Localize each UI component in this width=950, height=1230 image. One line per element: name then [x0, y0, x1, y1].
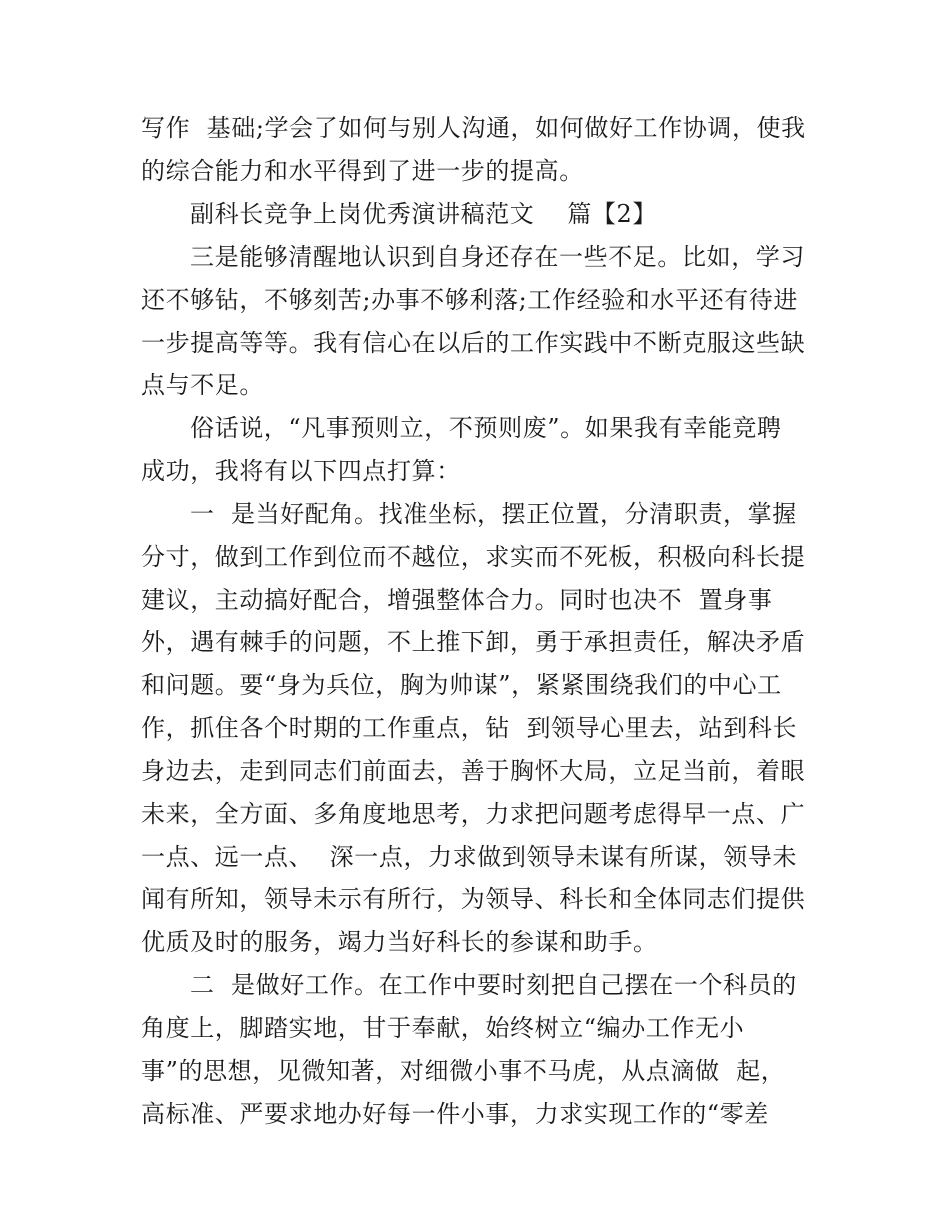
text-line: 身边去，走到同志们前面去，善于胸怀大局，立足当前，着眼	[141, 757, 806, 785]
paragraph-start: 三是能够清醒地认识到自身还存在一些不足。比如，学习	[190, 243, 805, 271]
text-line: 还不够钻，不够刻苦;办事不够利落;工作经验和水平还有待进	[141, 286, 798, 314]
text-line: 和问题。要“身为兵位，胸为帅谋”，紧紧围绕我们的中心工	[141, 671, 782, 699]
paragraph-start: 二 是做好工作。在工作中要时刻把自己摆在一个科员的	[190, 971, 797, 999]
text-line: 事”的思想，见微知著，对细微小事不马虎，从点滴做 起，	[141, 1057, 786, 1085]
text-line: 一点、远一点、 深一点，力求做到领导未谋有所谋，领导未	[141, 843, 798, 871]
text-line: 一步提高等等。我有信心在以后的工作实践中不断克服这些缺	[141, 329, 806, 357]
text-line: 闻有所知，领导未示有所行，为领导、科长和全体同志们提供	[141, 885, 806, 913]
paragraph-start: 一 是当好配角。找准坐标，摆正位置，分清职责，掌握	[190, 500, 797, 528]
text-line: 的综合能力和水平得到了进一步的提高。	[141, 157, 584, 185]
section-heading: 副科长竞争上岗优秀演讲稿范文 篇【2】	[190, 200, 657, 228]
text-line: 高标准、严要求地办好每一件小事，力求实现工作的“零差	[141, 1100, 769, 1128]
text-line: 作，抓住各个时期的工作重点，钻 到领导心里去，站到科长	[141, 714, 798, 742]
text-line: 未来，全方面、多角度地思考，力求把问题考虑得早一点、广	[141, 800, 806, 828]
text-line: 点与不足。	[141, 371, 264, 399]
text-line: 成功，我将有以下四点打算：	[141, 457, 461, 485]
text-line: 外，遇有棘手的问题，不上推下卸，勇于承担责任，解决矛盾	[141, 628, 806, 656]
text-line: 写作 基础;学会了如何与别人沟通，如何做好工作协调，使我	[141, 114, 806, 142]
text-line: 建议，主动搞好配合，增强整体合力。同时也决不 置身事	[141, 586, 773, 614]
text-line: 角度上，脚踏实地，甘于奉献，始终树立“编办工作无小	[141, 1014, 745, 1042]
text-line: 优质及时的服务，竭力当好科长的参谋和助手。	[141, 928, 658, 956]
paragraph-start: 俗话说，“凡事预则立，不预则废”。如果我有幸能竞聘	[190, 414, 782, 442]
text-line: 分寸，做到工作到位而不越位，求实而不死板，积极向科长提	[141, 543, 806, 571]
